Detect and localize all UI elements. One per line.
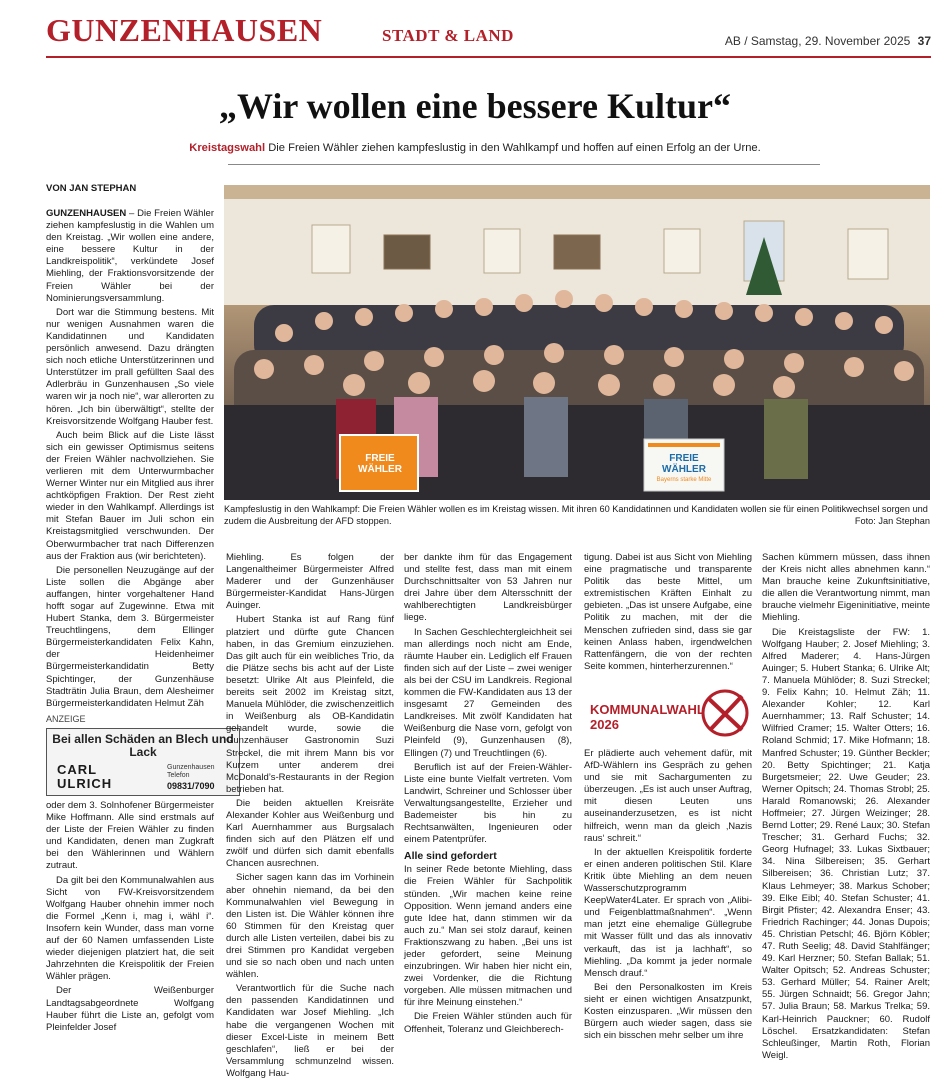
column-4: [584, 552, 752, 682]
subhead-rule: [228, 164, 820, 165]
photo-caption: [224, 504, 930, 527]
column-1-bottom: [46, 800, 214, 1033]
town-title: GUNZENHAUSEN: [46, 12, 323, 48]
column-5: [762, 552, 930, 1061]
paragraph: Auch beim Blick auf die Liste lässt sich ein gewisser Optimismus seitens der Freien Wähler nachvollziehen. Sie verlieren mit dem Unterwurmbacher Werner Winter nur ein Mitglied aus ihrer achtköpfigen Fraktion. Der Rest zieht wieder in den Wahlkampf. Allerdings ist mit Stefan Bauer im Juli schon ein Kreistagsmitglied verschwunden. Der Oberwurmbacher trat nach Differenzen aus der Fraktion aus (wir berichteten).: [46, 429, 214, 562]
location: GUNZENHAUSEN: [46, 208, 127, 219]
banner-freie-waehler-right: FREIE WÄHLER: [662, 453, 706, 475]
headline: „Wir wollen eine bessere Kultur“: [219, 86, 731, 126]
subhead-text: Die Freien Wähler ziehen kampfeslustig in den Wahlkampf und hoffen auf einen Erfolg an der Urne.: [268, 142, 761, 154]
paragraph: oder dem 3. Solnhofener Bürgermeister Mike Hoffmann. Alle sind erstmals auf der Liste der Freien Wähler zu finden und Kandidaten, denen man Zugkraft bei den Wählerinnen und Wählern zutraut.: [46, 800, 214, 872]
section-title: STADT & LAND: [382, 26, 514, 45]
banner-freie-waehler-left: FREIE WÄHLER: [358, 453, 402, 475]
kommunalwahl-badge: [584, 688, 750, 740]
dateline: [725, 34, 931, 48]
edition-date: AB / Samstag, 29. November 2025: [724, 34, 911, 48]
paragraph: Beruflich ist auf der Freien-Wähler-Liste eine bunte Vielfalt vertreten. Vom Landwirt, Schreiner und Schlosser über Verwaltungsangestellte, Erzieher und Bademeister bis hin zu Rechtsanwälten, Ingenieuren oder einem Patentprüfer.: [404, 761, 572, 846]
paragraph: Die personellen Neuzugänge auf der Liste sollen die Abgänge aber auffangen, hinter vorgehaltener Hand hofft sogar auf Zugewinne. Etwa mit Hubert Stanka, dem 3. Bürgermeister Treuchtlingens, dem Ellinger Bürgermeisterkandidaten Felix Kahn, der Heidenheimer Bürgermeisterkandidatin Betty Spichtinger, der Gunzenhäuse Stadträtin Julia Braun, dem Alesheimer Bürgermeisterkandidaten Helmut Zäh: [46, 564, 214, 709]
candidate-list: Die Kreistagsliste der FW: 1. Wolfgang Hauber; 2. Josef Miehling; 3. Alfred Maderer; 4. Hans-Jürgen Auinger; 5. Hubert Stanka; 6. Ulrike Alt; 7. Manuela Mühlöder; 8. Suzi Streckel; 9. Felix Kahn; 10. Helmut Zäh; 11. Alexander Kohler; 12. Karl Auernhammer; 13. Ralf Schuster; 14. Wilfried Cramer; 15. Walter Otters; 16. Roland Schmid; 17. Mike Hofmann; 18. Manfred Schuster; 19. Günther Beckler; 20. Betty Spichtinger; 21. Katja Burgetsmeier; 22. Uwe Geuder; 23. Werner Opitsch; 24. Thomas Strobl; 25. Harald Romanowski; 26. Alexander Hoffmeier; 27. Jürgen Weizinger; 28. Bernd Lotter; 29. René Laux; 30. Stefan Trescher; 31. Gerhard Fuchs; 32. Georg Hufnagel; 33. Lukas Sixtbauer; 34. Nina Silbereisen; 35. Gerhart Silbereisen; 36. Christian Lutz; 37. Klaus Lehmeyer; 38. Markus Schober; 39. Elke Eibl; 40. Stefan Schuster; 41. Birgit Pfister; 42. Alexandra Enser; 43. Friedrich Rachinger; 44. Jonas Dupois; 45. Christian Petschl; 46. Björn Köbler; 47. Ruth Seelig; 48. David Stahlfänger; 49. Karl Herzner; 50. Stefan Ballak; 51. Walter Opitsch; 52. Andreas Schuster; 53. Gerhard Müller; 54. Rainer Arelt; 55. Jürgen Schnaidt; 56. Gregor Jahn; 57. Julia Braun; 58. Markus Trelka; 59. Karl-Heinrich Pauckner; 60. Rudolf Löschel. Ersatzkandidaten: Stefan Schleußinger, Martin Roth, Florian Weigl.: [762, 626, 930, 1061]
paragraph: GUNZENHAUSEN – Die Freien Wähler ziehen kampfeslustig in die Wahlen um den Kreistag. „Wir wollen eine andere, eine bessere Kultur in der Landkreispolitik“, verkündete Josef Miehling, der Fraktionsvorsitzende der Freien Wähler bei der Nominierungsversammlung.: [46, 208, 214, 304]
group-photo: [224, 185, 930, 500]
paragraph: Hubert Stanka ist auf Rang fünf platziert und dürfte gute Chancen haben, in das Gremium einzuziehen. Das gilt auch für ein weibliches Trio, da die Plätze sechs bis acht auf der Liste besetzt: Ulrike Alt aus Pleinfeld, die bereits seit 2002 im Kreistag sitzt, Manuela Mühlöder, die zwischenzeitlich in Weißenburg als OB-Kandidatin gehandelt wurde, sowie die Gunzenhäuser Gastronomin Suzi Streckel, die mit ihrem Mann bis vor Kurzem unter anderem drei McDonald’s-Restaurants in der Region betrieben hat.: [226, 614, 394, 795]
paragraph: Der Weißenburger Landtagsabgeordnete Wolfgang Hauber führt die Liste an, gefolgt vom Pleinfelder Josef: [46, 985, 214, 1033]
ad-location: Gunzenhausen Telefon: [167, 764, 215, 779]
masthead-rule: [46, 56, 931, 58]
banner-slogan: Bayerns starke Mitte: [656, 477, 712, 483]
ad-company-line1: CARL: [57, 762, 98, 777]
paragraph: Bei den Personalkosten im Kreis sieht er einen wichtigen Ansatzpunkt, Kosten einzusparen. „Wir müssen den Bürgern auch wieder sagen, dass sie sich ein bisschen mehr selber um ihre: [584, 981, 752, 1042]
badge-text: KOMMUNALWAHL 2026: [590, 702, 705, 732]
ad-headline: Bei allen Schäden an Blech und Lack: [52, 732, 234, 759]
ad-label: ANZEIGE: [46, 714, 86, 724]
paragraph: In der aktuellen Kreispolitik forderte er einen anderen politischen Stil. Klare Kritik übte Miehling an dem neuen Wasserschutzprogramm KeepWater4Later. Er sprach von „Alibi- und Feigenblattmaßnahmen“. „Wenn man jetzt eine ehemalige Güllegrube mit Wasser füllt und das als innovativ verkauft, das ist ja lachhaft“, so Miehling. „Da kommt ja jeder normale Mensch drauf.“: [584, 846, 752, 979]
column-2: [226, 552, 394, 1079]
ad-company-line2: ULRICH: [57, 776, 113, 791]
ad-phone: 09831/7090: [167, 781, 215, 791]
paragraph: Die beiden aktuellen Kreisräte Alexander Kohler aus Weißenburg und Karl Auernhammer aus Burgsalach finden sich auf den Plätzen elf und zwölf und dürfen sich damit ebenfalls Chancen ausrechnen.: [226, 797, 394, 870]
byline: VON JAN STEPHAN: [46, 183, 137, 194]
paragraph: tigung. Dabei ist aus Sicht von Miehling eine pragmatische und transparente Politik das beste Mittel, um extremistischen Kräften Einhalt zu gebieten. „Das ist unsere Aufgabe, eine Politik zu machen, mit der die Menschen zufrieden sind, dass sie gar keinen Anlass haben, irgendwelchen Rattenfängern, die von der rechten Seite kommen, hinterherzurennen.“: [584, 552, 752, 672]
paragraph: Sicher sagen kann das im Vorhinein aber ohnehin niemand, da bei den Kommunalwahlen viel Bewegung in den Listen ist. Die Wähler können ihre 60 Stimmen für den Kreistag quer durch alle Listen verteilen, dabei bis zu drei Stimmen pro Kandidat vergeben und sie so nach oben und nach unten wählen.: [226, 872, 394, 981]
subheading: Alle sind gefordert: [404, 850, 497, 863]
paragraph: Miehling. Es folgen der Langenaltheimer Bürgermeister Alfred Maderer und der Gunzenhäuser Bürgermeister-Kandidat Hans-Jürgen Auinger.: [226, 552, 394, 612]
paragraph: Er plädierte auch vehement dafür, mit AfD-Wählern ins Gespräch zu gehen und sie mit Sachargumenten zu überzeugen. „Es ist auch unser Auftrag, mit diesen Leuten uns auseinanderzusetzen, es ist nicht hilfreich, wenn man da gleich ‚Nazis raus‘ schreit.“: [584, 748, 752, 844]
column-1: [46, 208, 214, 708]
photo-illustration: [224, 185, 930, 500]
advertisement[interactable]: [46, 728, 240, 796]
paragraph: Die Freien Wähler stünden auch für Offenheit, Toleranz und Gleichberech-: [404, 1011, 572, 1035]
subhead: [100, 142, 850, 154]
page-number: 37: [917, 34, 931, 48]
kicker: Kreistagswahl: [189, 142, 266, 154]
paragraph: In Sachen Geschlechtergleichheit sei man allerdings noch nicht am Ende, räumte Hauber ein. Lediglich elf Frauen finden sich auf der Liste – zwei weniger als bei der CSU im Landkreis. Regional kommen die FW-Kandidaten aus 13 der insgesamt 27 Gemeinden des Landkreises. Mit zwölf Kandidaten hat Weißenburg die Nase vorn, gefolgt von Pleinfeld (9), Gunzenhausen (8), Ellingen (7) und Treuchtlingen (6).: [404, 626, 572, 759]
paragraph: ber dankte ihm für das Engagement und stellte fest, dass man mit einem Durchschnittsalter von 53 Jahren nur drei Jahre über dem Altersschnitt der wahlberechtigten Landkreisbürger liege.: [404, 552, 572, 624]
paragraph: Dort war die Stimmung bestens. Mit nur wenigen Ausnahmen waren die Kandidatinnen und Kandidaten persönlich anwesend. Dazu drängten sich noch etliche Unterstützerinnen und Unterstützer im prall gefüllten Saal des Adlerbräu in Gunzenhausen „So viele waren wir ja noch nie“, war allerorten zu hören. „Ich bin überwältigt“, stellte der Kreisvorsitzende Wolfgang Hauber fest.: [46, 306, 214, 427]
paragraph: Sachen kümmern müssen, dass ihnen der Kreis nicht alles abnehmen kann.“ Man brauche keine Zukunftsinitiative, die allen die Verantwortung nimmt, man brauche vielmehr Eigeninitiative, meinte Miehling.: [762, 552, 930, 624]
photo-credit: Foto: Jan Stephan: [854, 515, 930, 526]
paragraph: Da gilt bei den Kommunalwahlen aus Sicht von FW-Kreisvorsitzendem Wolfgang Hauber ohnehin immer noch die Formel „Kenn i, mag i, wähl i“. Insofern kein Wunder, dass man vorne auf der 60 Namen umfassenden Liste wieder diejenigen platziert hat, die seit Jahrzehnten die Kreispolitik der Freien Wähler prägen.: [46, 874, 214, 983]
ad-company: [57, 763, 112, 791]
column-3: [404, 552, 572, 1035]
masthead: [46, 12, 931, 52]
caption-text: Kampfeslustig in den Wahlkampf: Die Freien Wähler wollen es im Kreistag wissen. Mit ihren 60 Kandidatinnen und Kandidaten wollen sie für einen Politikwechsel sorgen und zudem die Ausbreitung der AFD stoppen.: [224, 504, 928, 526]
paragraph: Verantwortlich für die Suche nach den passenden Kandidatinnen und Kandidaten war Josef Miehling. „Ich habe die vergangenen Wochen mit dieser Excel-Liste in meinem Bett geschlafen“, ließ er bei der Versammlung schmunzelnd wissen. Wolfgang Hau-: [226, 983, 394, 1079]
ballot-cross-icon: [700, 688, 750, 738]
column-4-bottom: [584, 748, 752, 1042]
paragraph: In seiner Rede betonte Miehling, dass die Freien Wähler für Sachpolitik stünden. „Wir machen keine reine Opposition. Wenn jemand anders eine gute Idee hat, dann stimmen wir da auch zu.“ Man sei stolz darauf, keinen Fraktionszwang zu haben. „Bei uns ist jeder gefordert, seine Meinung einzubringen. Wir haben hier nicht ein, zwei Vordenker, die die Richtung vorgeben. Alle müssen mitmachen und für ihre Meinung einstehen.“: [404, 864, 572, 1009]
